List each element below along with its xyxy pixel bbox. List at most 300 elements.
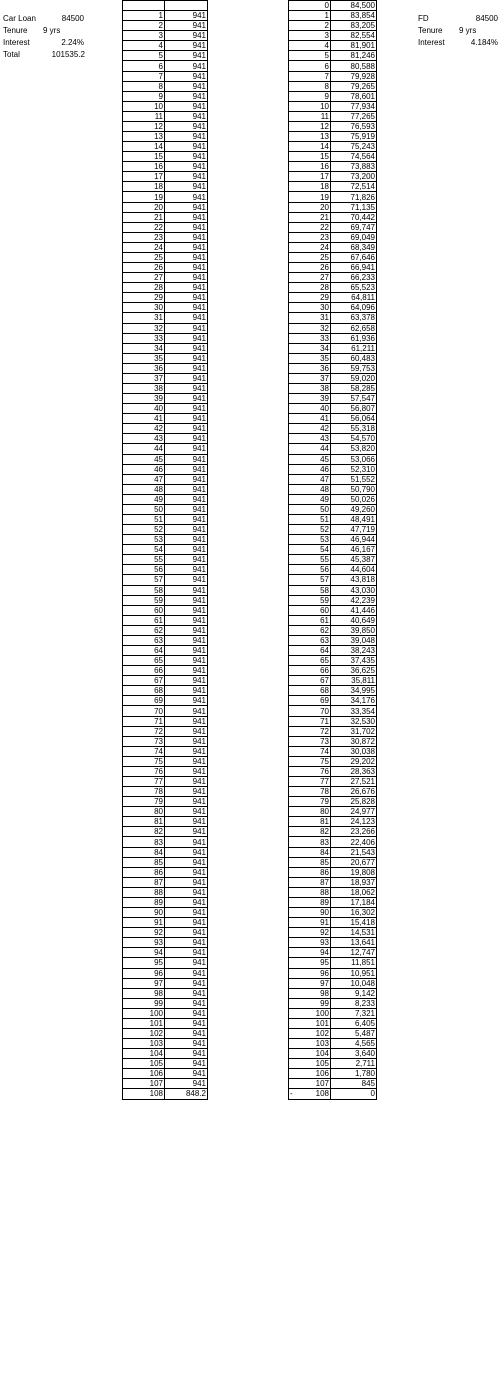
period-cell[interactable]: 101 [123,1018,165,1028]
amount-cell[interactable]: 941 [165,273,208,283]
amount-cell[interactable]: 11,851 [331,958,377,968]
period-cell[interactable]: 40 [123,404,165,414]
period-cell[interactable]: 82 [123,827,165,837]
period-cell[interactable]: 68 [123,686,165,696]
amount-cell[interactable]: 37,435 [331,656,377,666]
period-cell[interactable]: 84 [289,847,331,857]
amount-cell[interactable]: 941 [165,787,208,797]
period-cell[interactable]: 40 [289,404,331,414]
amount-cell[interactable]: 53,066 [331,454,377,464]
period-cell[interactable]: 11 [123,111,165,121]
period-cell[interactable]: 76 [123,766,165,776]
amount-cell[interactable]: 941 [165,958,208,968]
period-cell[interactable]: 17 [123,172,165,182]
amount-cell[interactable]: 941 [165,1079,208,1089]
period-cell[interactable]: 104 [123,1049,165,1059]
amount-cell[interactable]: 59,020 [331,373,377,383]
period-cell[interactable]: 83 [289,837,331,847]
period-cell[interactable]: 18 [289,182,331,192]
amount-cell[interactable]: 7,321 [331,1008,377,1018]
amount-cell[interactable]: 10,951 [331,968,377,978]
period-cell[interactable]: 44 [123,444,165,454]
amount-cell[interactable]: 941 [165,142,208,152]
amount-cell[interactable]: 848.2 [165,1089,208,1099]
amount-cell[interactable]: 941 [165,283,208,293]
amount-cell[interactable]: 941 [165,111,208,121]
period-cell[interactable]: 42 [289,424,331,434]
period-cell[interactable]: 29 [123,293,165,303]
amount-cell[interactable]: 941 [165,323,208,333]
amount-cell[interactable]: 65,523 [331,283,377,293]
period-cell[interactable]: 53 [123,535,165,545]
amount-cell[interactable]: 9,142 [331,988,377,998]
amount-cell[interactable]: 23,266 [331,827,377,837]
period-cell[interactable]: 81 [123,817,165,827]
amount-cell[interactable]: 8,233 [331,998,377,1008]
period-cell[interactable]: 86 [123,867,165,877]
period-cell[interactable]: 35 [123,353,165,363]
period-cell[interactable]: 67 [289,676,331,686]
amount-cell[interactable]: 34,176 [331,696,377,706]
amount-cell[interactable]: 941 [165,71,208,81]
amount-cell[interactable]: 941 [165,545,208,555]
period-cell[interactable]: 96 [123,968,165,978]
period-cell[interactable]: 48 [123,484,165,494]
amount-cell[interactable]: 941 [165,887,208,897]
amount-cell[interactable]: 12,747 [331,948,377,958]
period-cell[interactable]: 30 [123,303,165,313]
period-cell[interactable]: 28 [289,283,331,293]
amount-cell[interactable]: 51,552 [331,474,377,484]
period-cell[interactable]: 19 [123,192,165,202]
period-cell[interactable]: 20 [123,202,165,212]
amount-cell[interactable]: 44,604 [331,565,377,575]
amount-cell[interactable]: 941 [165,41,208,51]
amount-cell[interactable]: 941 [165,353,208,363]
period-cell[interactable]: 62 [289,625,331,635]
amount-cell[interactable]: 941 [165,31,208,41]
period-cell[interactable]: 21 [289,212,331,222]
amount-cell[interactable]: 75,919 [331,132,377,142]
period-cell[interactable]: 36 [289,363,331,373]
amount-cell[interactable]: 59,753 [331,363,377,373]
period-cell[interactable]: 76 [289,766,331,776]
period-cell[interactable]: 86 [289,867,331,877]
amount-cell[interactable]: 27,521 [331,777,377,787]
period-cell[interactable]: 105 [123,1059,165,1069]
period-cell[interactable]: 13 [123,132,165,142]
period-cell[interactable]: 97 [123,978,165,988]
amount-cell[interactable]: 36,625 [331,666,377,676]
amount-cell[interactable]: 941 [165,454,208,464]
amount-cell[interactable]: 941 [165,998,208,1008]
amount-cell[interactable]: 64,811 [331,293,377,303]
period-cell[interactable]: 7 [289,71,331,81]
amount-cell[interactable]: 941 [165,555,208,565]
period-cell[interactable]: 92 [123,928,165,938]
period-cell[interactable]: 12 [123,121,165,131]
amount-cell[interactable]: 941 [165,777,208,787]
amount-cell[interactable]: 46,944 [331,535,377,545]
amount-cell[interactable]: 941 [165,575,208,585]
amount-cell[interactable]: 13,641 [331,938,377,948]
amount-cell[interactable]: 45,387 [331,555,377,565]
period-cell[interactable]: 34 [123,343,165,353]
period-cell[interactable]: 50 [123,504,165,514]
period-cell[interactable]: 3 [289,31,331,41]
period-cell[interactable]: 28 [123,283,165,293]
period-cell[interactable]: 92 [289,928,331,938]
period-cell[interactable]: 73 [123,736,165,746]
period-cell[interactable]: 80 [289,807,331,817]
period-cell[interactable]: 59 [289,595,331,605]
period-cell[interactable]: 60 [123,605,165,615]
amount-cell[interactable]: 941 [165,877,208,887]
amount-cell[interactable]: 32,530 [331,716,377,726]
period-cell[interactable]: 98 [123,988,165,998]
period-cell[interactable]: 3 [123,31,165,41]
amount-cell[interactable]: 56,064 [331,414,377,424]
amount-cell[interactable]: 941 [165,918,208,928]
amount-cell[interactable]: 941 [165,938,208,948]
amount-cell[interactable]: 41,446 [331,605,377,615]
amount-cell[interactable]: 941 [165,1018,208,1028]
amount-cell[interactable]: 73,200 [331,172,377,182]
period-cell[interactable]: 69 [123,696,165,706]
period-cell[interactable]: 95 [123,958,165,968]
period-cell[interactable]: 64 [289,646,331,656]
period-cell[interactable]: 37 [289,373,331,383]
period-cell[interactable]: 104 [289,1049,331,1059]
period-cell[interactable]: 14 [289,142,331,152]
period-cell[interactable]: 12 [289,121,331,131]
period-cell[interactable]: 100 [123,1008,165,1018]
period-cell[interactable]: 78 [123,787,165,797]
amount-cell[interactable]: 48,491 [331,514,377,524]
period-cell[interactable]: 89 [123,897,165,907]
amount-cell[interactable]: 30,872 [331,736,377,746]
amount-cell[interactable]: 941 [165,373,208,383]
amount-cell[interactable]: 845 [331,1079,377,1089]
period-cell[interactable]: 81 [289,817,331,827]
amount-cell[interactable]: 941 [165,565,208,575]
amount-cell[interactable]: 941 [165,847,208,857]
period-cell[interactable]: 85 [289,857,331,867]
period-cell[interactable]: 77 [123,777,165,787]
period-cell[interactable]: 70 [289,706,331,716]
period-cell[interactable]: 77 [289,777,331,787]
amount-cell[interactable]: 941 [165,797,208,807]
amount-cell[interactable]: 941 [165,132,208,142]
amount-cell[interactable]: 941 [165,162,208,172]
amount-cell[interactable]: 79,928 [331,71,377,81]
amount-cell[interactable]: 941 [165,333,208,343]
period-cell[interactable]: 102 [123,1028,165,1038]
amount-cell[interactable]: 61,211 [331,343,377,353]
amount-cell[interactable]: 2,711 [331,1059,377,1069]
period-cell[interactable]: 17 [289,172,331,182]
amount-cell[interactable]: 941 [165,51,208,61]
period-cell[interactable]: 25 [123,252,165,262]
amount-cell[interactable]: 76,593 [331,121,377,131]
amount-cell[interactable]: 941 [165,474,208,484]
period-cell[interactable]: 89 [289,897,331,907]
period-cell[interactable]: 27 [289,273,331,283]
amount-cell[interactable]: 941 [165,928,208,938]
period-cell[interactable]: 24 [123,242,165,252]
amount-cell[interactable]: 30,038 [331,746,377,756]
amount-cell[interactable]: 941 [165,484,208,494]
period-cell[interactable]: 55 [123,555,165,565]
amount-cell[interactable]: 35,811 [331,676,377,686]
period-cell[interactable]: 19 [289,192,331,202]
amount-cell[interactable]: 53,820 [331,444,377,454]
period-cell[interactable]: 51 [289,514,331,524]
amount-cell[interactable]: 941 [165,414,208,424]
amount-cell[interactable]: 941 [165,535,208,545]
amount-cell[interactable]: 10,048 [331,978,377,988]
amount-cell[interactable]: 42,239 [331,595,377,605]
amount-cell[interactable]: 79,265 [331,81,377,91]
amount-cell[interactable]: 941 [165,736,208,746]
amount-cell[interactable]: 71,826 [331,192,377,202]
amount-cell[interactable]: 61,936 [331,333,377,343]
period-cell[interactable]: 55 [289,555,331,565]
amount-cell[interactable]: 84,500 [331,1,377,11]
amount-cell[interactable]: 34,995 [331,686,377,696]
amount-cell[interactable]: 40,649 [331,615,377,625]
period-cell[interactable]: 56 [289,565,331,575]
amount-cell[interactable] [165,1,208,11]
amount-cell[interactable]: 941 [165,635,208,645]
period-cell[interactable]: 45 [289,454,331,464]
period-cell[interactable]: 0 [289,1,331,11]
period-cell[interactable]: 37 [123,373,165,383]
amount-cell[interactable]: 14,531 [331,928,377,938]
period-cell[interactable]: 87 [123,877,165,887]
period-cell[interactable]: 66 [123,666,165,676]
amount-cell[interactable]: 941 [165,404,208,414]
amount-cell[interactable]: 24,977 [331,807,377,817]
amount-cell[interactable]: 70,442 [331,212,377,222]
period-cell[interactable]: 18 [123,182,165,192]
amount-cell[interactable]: 72,514 [331,182,377,192]
amount-cell[interactable]: 941 [165,666,208,676]
period-cell[interactable]: 24 [289,242,331,252]
amount-cell[interactable]: 941 [165,706,208,716]
period-cell[interactable]: 45 [123,454,165,464]
amount-cell[interactable]: 0 [331,1089,377,1099]
amount-cell[interactable]: 941 [165,605,208,615]
period-cell[interactable]: 8 [123,81,165,91]
amount-cell[interactable]: 78,601 [331,91,377,101]
amount-cell[interactable]: 80,588 [331,61,377,71]
period-cell[interactable]: 43 [123,434,165,444]
period-cell[interactable]: 105 [289,1059,331,1069]
period-cell[interactable]: 41 [289,414,331,424]
amount-cell[interactable]: 941 [165,424,208,434]
period-cell[interactable]: 102 [289,1028,331,1038]
period-cell[interactable]: 80 [123,807,165,817]
amount-cell[interactable]: 57,547 [331,394,377,404]
amount-cell[interactable]: 941 [165,222,208,232]
amount-cell[interactable]: 69,049 [331,232,377,242]
period-cell[interactable]: 53 [289,535,331,545]
period-cell[interactable]: 50 [289,504,331,514]
amount-cell[interactable]: 941 [165,1028,208,1038]
period-cell[interactable]: 1 [123,11,165,21]
period-cell[interactable]: 29 [289,293,331,303]
amount-cell[interactable]: 54,570 [331,434,377,444]
period-cell[interactable]: 42 [123,424,165,434]
period-cell[interactable]: 88 [289,887,331,897]
period-cell[interactable]: 93 [123,938,165,948]
period-cell[interactable]: 70 [123,706,165,716]
amount-cell[interactable]: 6,405 [331,1018,377,1028]
amount-cell[interactable]: 941 [165,646,208,656]
period-cell[interactable]: 16 [289,162,331,172]
amount-cell[interactable]: 25,828 [331,797,377,807]
amount-cell[interactable]: 941 [165,1008,208,1018]
amount-cell[interactable]: 941 [165,585,208,595]
amount-cell[interactable]: 941 [165,968,208,978]
period-cell[interactable]: 103 [123,1039,165,1049]
period-cell[interactable]: 94 [289,948,331,958]
amount-cell[interactable]: 941 [165,867,208,877]
period-cell[interactable]: 79 [123,797,165,807]
amount-cell[interactable]: 82,554 [331,31,377,41]
amount-cell[interactable]: 941 [165,242,208,252]
period-cell[interactable]: 5 [289,51,331,61]
amount-cell[interactable]: 941 [165,444,208,454]
amount-cell[interactable]: 1,780 [331,1069,377,1079]
amount-cell[interactable]: 941 [165,595,208,605]
period-cell[interactable]: 107 [123,1079,165,1089]
amount-cell[interactable]: 941 [165,192,208,202]
amount-cell[interactable]: 941 [165,676,208,686]
period-cell[interactable]: 79 [289,797,331,807]
amount-cell[interactable]: 77,265 [331,111,377,121]
period-cell[interactable]: 47 [123,474,165,484]
period-cell[interactable]: 75 [123,756,165,766]
period-cell[interactable]: 26 [289,263,331,273]
period-cell[interactable] [289,1089,331,1099]
amount-cell[interactable]: 43,030 [331,585,377,595]
amount-cell[interactable]: 81,901 [331,41,377,51]
period-cell[interactable]: 66 [289,666,331,676]
amount-cell[interactable]: 69,747 [331,222,377,232]
amount-cell[interactable]: 941 [165,525,208,535]
amount-cell[interactable]: 73,883 [331,162,377,172]
period-cell[interactable]: 31 [289,313,331,323]
period-cell[interactable]: 74 [123,746,165,756]
period-cell[interactable]: 54 [289,545,331,555]
period-cell[interactable]: 88 [123,887,165,897]
period-cell[interactable]: 15 [289,152,331,162]
period-cell[interactable]: 100 [289,1008,331,1018]
period-cell[interactable]: 46 [289,464,331,474]
amount-cell[interactable]: 24,123 [331,817,377,827]
amount-cell[interactable]: 941 [165,615,208,625]
period-cell[interactable]: 90 [123,908,165,918]
period-cell[interactable]: 44 [289,444,331,454]
amount-cell[interactable]: 81,246 [331,51,377,61]
period-cell[interactable]: 10 [123,101,165,111]
period-cell[interactable]: 10 [289,101,331,111]
amount-cell[interactable]: 83,205 [331,21,377,31]
period-cell[interactable]: 1 [289,11,331,21]
amount-cell[interactable]: 83,854 [331,11,377,21]
amount-cell[interactable]: 43,818 [331,575,377,585]
amount-cell[interactable]: 941 [165,152,208,162]
period-cell[interactable]: 22 [289,222,331,232]
amount-cell[interactable]: 941 [165,1039,208,1049]
period-cell[interactable]: 67 [123,676,165,686]
period-cell[interactable]: 48 [289,484,331,494]
amount-cell[interactable]: 941 [165,313,208,323]
amount-cell[interactable]: 941 [165,716,208,726]
amount-cell[interactable]: 29,202 [331,756,377,766]
period-cell[interactable]: 87 [289,877,331,887]
period-cell[interactable]: 99 [123,998,165,1008]
amount-cell[interactable]: 941 [165,293,208,303]
period-cell[interactable]: 69 [289,696,331,706]
amount-cell[interactable]: 50,790 [331,484,377,494]
period-cell[interactable]: 20 [289,202,331,212]
amount-cell[interactable]: 46,167 [331,545,377,555]
period-cell[interactable]: 38 [123,383,165,393]
period-cell[interactable]: 91 [289,918,331,928]
period-cell[interactable]: 78 [289,787,331,797]
period-cell[interactable]: 9 [289,91,331,101]
amount-cell[interactable]: 941 [165,766,208,776]
amount-cell[interactable]: 74,564 [331,152,377,162]
amount-cell[interactable]: 28,363 [331,766,377,776]
amount-cell[interactable]: 17,184 [331,897,377,907]
period-cell[interactable]: 8 [289,81,331,91]
period-cell[interactable]: 61 [289,615,331,625]
amount-cell[interactable]: 941 [165,656,208,666]
amount-cell[interactable]: 941 [165,827,208,837]
period-cell[interactable]: 60 [289,605,331,615]
amount-cell[interactable]: 60,483 [331,353,377,363]
amount-cell[interactable]: 941 [165,101,208,111]
amount-cell[interactable]: 941 [165,504,208,514]
amount-cell[interactable]: 941 [165,121,208,131]
period-cell[interactable]: 26 [123,263,165,273]
period-cell[interactable]: 6 [123,61,165,71]
period-cell[interactable]: 96 [289,968,331,978]
period-cell[interactable]: 72 [289,726,331,736]
period-cell[interactable]: 68 [289,686,331,696]
amount-cell[interactable]: 16,302 [331,908,377,918]
amount-cell[interactable]: 26,676 [331,787,377,797]
amount-cell[interactable]: 941 [165,21,208,31]
period-cell[interactable]: 98 [289,988,331,998]
amount-cell[interactable]: 58,285 [331,383,377,393]
amount-cell[interactable]: 941 [165,908,208,918]
amount-cell[interactable]: 71,135 [331,202,377,212]
period-cell[interactable]: 46 [123,464,165,474]
period-cell[interactable]: 97 [289,978,331,988]
amount-cell[interactable]: 941 [165,61,208,71]
amount-cell[interactable]: 941 [165,202,208,212]
period-cell[interactable]: 4 [289,41,331,51]
amount-cell[interactable]: 941 [165,686,208,696]
period-cell[interactable]: 43 [289,434,331,444]
period-cell[interactable]: 106 [289,1069,331,1079]
period-cell[interactable]: 38 [289,383,331,393]
